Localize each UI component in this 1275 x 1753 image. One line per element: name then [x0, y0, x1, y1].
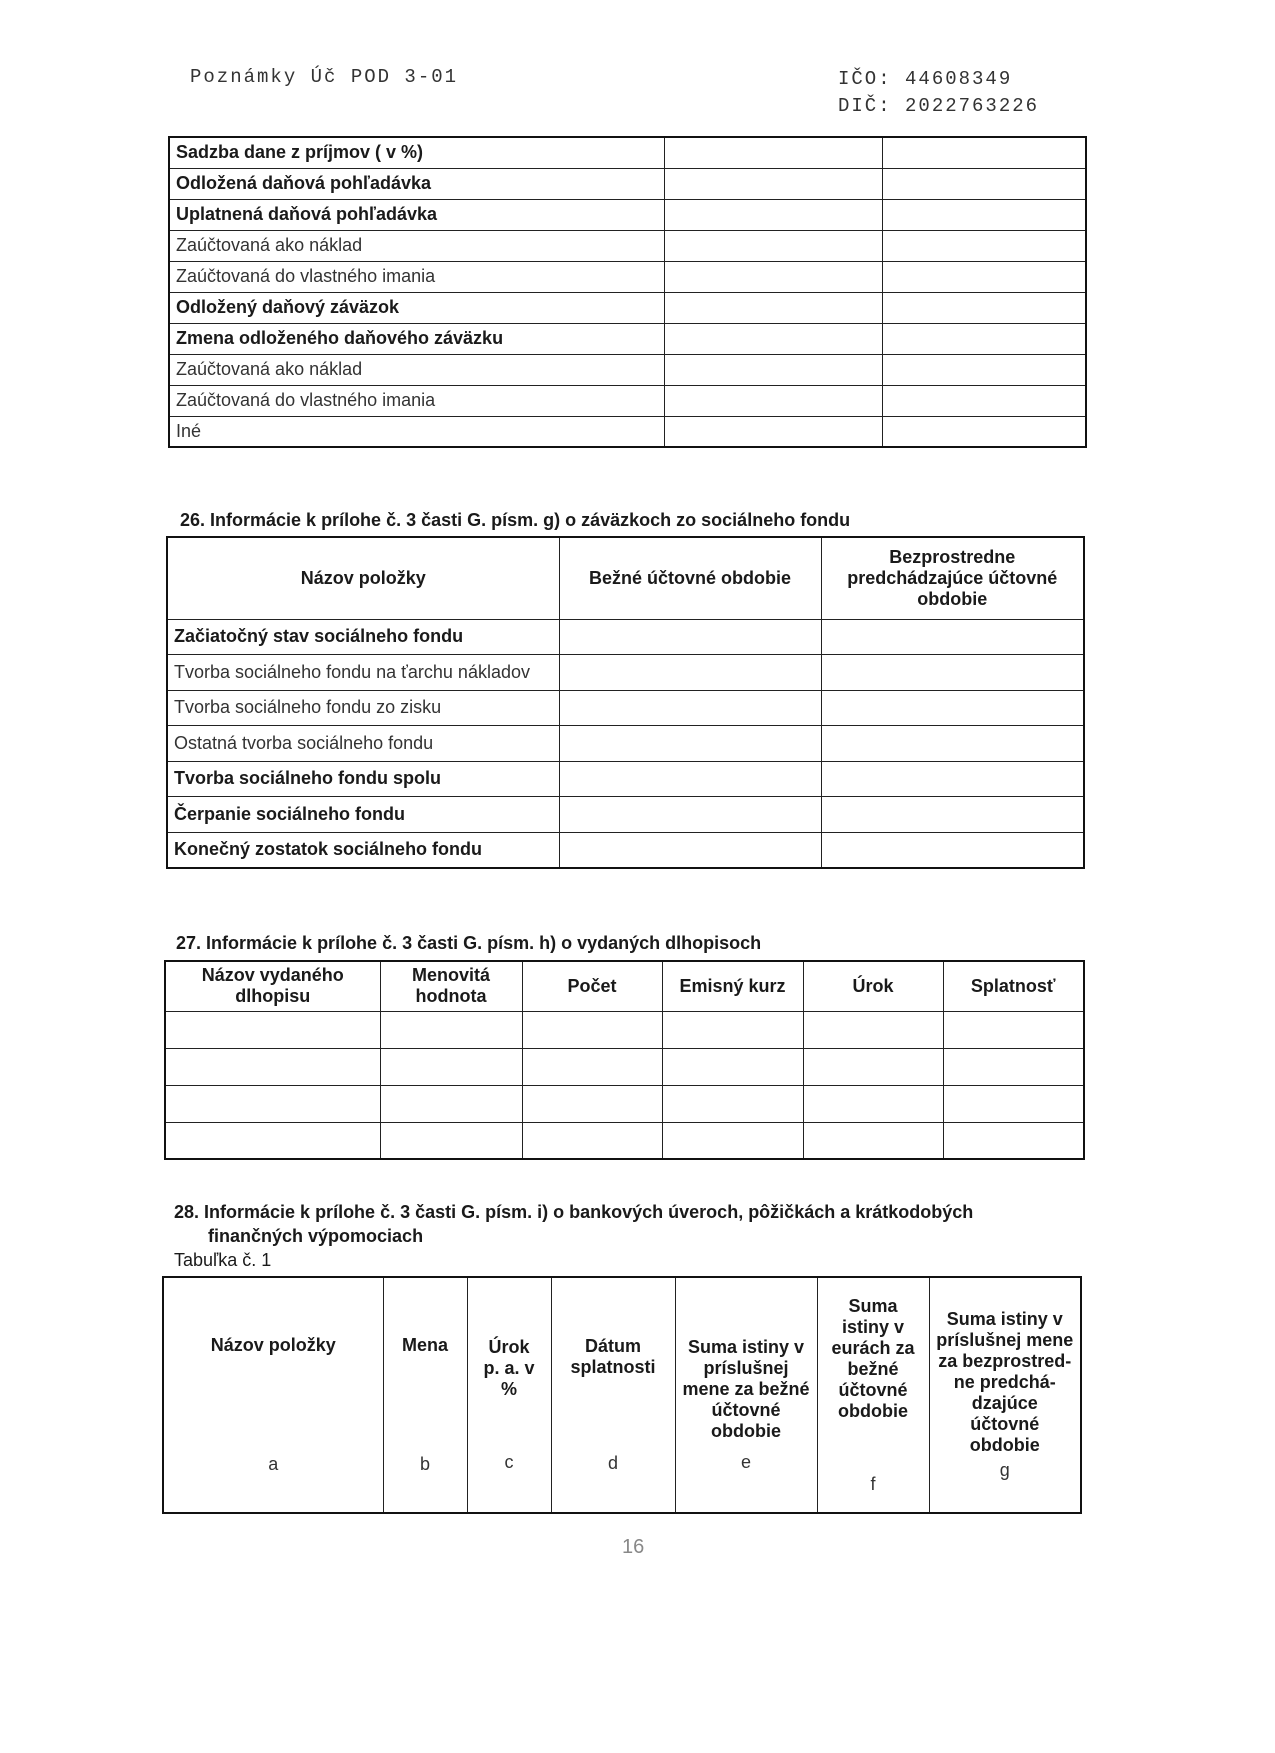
col-letter-c: c: [504, 1452, 514, 1472]
value-cell[interactable]: [943, 1011, 1084, 1048]
header-principal-prev: [929, 1277, 1081, 1513]
value-cell[interactable]: [882, 168, 1086, 199]
value-cell[interactable]: [803, 1122, 943, 1159]
value-cell[interactable]: [882, 292, 1086, 323]
value-cell[interactable]: [664, 354, 882, 385]
value-cell[interactable]: [522, 1122, 662, 1159]
value-cell[interactable]: [943, 1085, 1084, 1122]
header-count: Počet: [522, 961, 662, 1011]
value-cell[interactable]: [803, 1085, 943, 1122]
table-row: [167, 655, 1084, 691]
table-row: [165, 1085, 1084, 1122]
value-cell[interactable]: [664, 323, 882, 354]
header-principal-local: [675, 1277, 817, 1513]
col-letter-g: g: [999, 1460, 1010, 1480]
table-row: [169, 416, 1086, 447]
header-currency: [383, 1277, 467, 1513]
col-letter-a: a: [268, 1454, 279, 1474]
value-cell[interactable]: [943, 1122, 1084, 1159]
section-28-title-line2: finančných výpomociach: [208, 1226, 424, 1246]
table-row: [169, 261, 1086, 292]
page-number: 16: [622, 1536, 645, 1558]
section-28-title-line1: 28. Informácie k prílohe č. 3 časti G. písm. i) o bankových úveroch, pôžičkách a krátkodobých: [174, 1202, 974, 1222]
dic-number: DIČ: 2022763226: [838, 95, 1040, 117]
row-label: Uplatnená daňová pohľadávka: [169, 199, 664, 230]
table-row: [169, 199, 1086, 230]
table-row: [169, 385, 1086, 416]
table-row: [167, 619, 1084, 655]
value-cell[interactable]: [943, 1048, 1084, 1085]
header-item-name: Názov položky: [167, 537, 559, 619]
value-cell[interactable]: [821, 761, 1084, 797]
table-row: [165, 1048, 1084, 1085]
col-letter-b: b: [419, 1454, 430, 1474]
value-cell[interactable]: [165, 1085, 380, 1122]
value-cell[interactable]: [380, 1085, 522, 1122]
value-cell[interactable]: [882, 230, 1086, 261]
social-fund-table: [166, 536, 1085, 869]
value-cell[interactable]: [664, 137, 882, 168]
header-principal-eur: [817, 1277, 929, 1513]
header-due-date: [551, 1277, 675, 1513]
header-bond-name: Názov vydaného dlhopisu: [165, 961, 380, 1011]
company-ids: [838, 66, 1039, 120]
value-cell[interactable]: [662, 1011, 803, 1048]
row-label: Tvorba sociálneho fondu spolu: [167, 761, 559, 797]
value-cell[interactable]: [882, 323, 1086, 354]
value-cell[interactable]: [165, 1122, 380, 1159]
value-cell[interactable]: [882, 385, 1086, 416]
value-cell[interactable]: [559, 619, 821, 655]
value-cell[interactable]: [380, 1122, 522, 1159]
value-cell[interactable]: [559, 655, 821, 691]
table-row: [167, 832, 1084, 868]
row-label: Začiatočný stav sociálneho fondu: [167, 619, 559, 655]
value-cell[interactable]: [559, 832, 821, 868]
value-cell[interactable]: [664, 385, 882, 416]
header-current-period: Bežné účtovné obdobie: [559, 537, 821, 619]
row-label: Odložená daňová pohľadávka: [169, 168, 664, 199]
value-cell[interactable]: [662, 1085, 803, 1122]
header-currency-label: Mena: [401, 1335, 448, 1355]
section-27-title: 27. Informácie k prílohe č. 3 časti G. písm. h) o vydaných dlhopisoch: [176, 933, 762, 953]
value-cell[interactable]: [664, 416, 882, 447]
header-principal-eur-label: Suma istiny v eurách za bežné účtovné obdobie: [831, 1295, 915, 1421]
value-cell[interactable]: [559, 797, 821, 833]
header-principal-prev-label: Suma istiny v príslušnej mene za bezprostred-ne predchá-dzajúce účtovné obdobie: [936, 1309, 1074, 1455]
header-interest: Úrok: [803, 961, 943, 1011]
col-letter-f: f: [870, 1473, 876, 1494]
section-26-title: 26. Informácie k prílohe č. 3 časti G. písm. g) o záväzkoch zo sociálneho fondu: [180, 510, 851, 530]
value-cell[interactable]: [664, 261, 882, 292]
value-cell[interactable]: [821, 690, 1084, 726]
table-row: [169, 354, 1086, 385]
value-cell[interactable]: [821, 797, 1084, 833]
value-cell[interactable]: [522, 1011, 662, 1048]
header-nominal-value: Menovitá hodnota: [380, 961, 522, 1011]
row-label: Iné: [169, 416, 664, 447]
table-row: [169, 137, 1086, 168]
row-label: Zmena odloženého daňového záväzku: [169, 323, 664, 354]
value-cell[interactable]: [821, 619, 1084, 655]
value-cell[interactable]: [821, 655, 1084, 691]
value-cell[interactable]: [165, 1011, 380, 1048]
value-cell[interactable]: [662, 1048, 803, 1085]
table-row: [169, 168, 1086, 199]
value-cell[interactable]: [882, 261, 1086, 292]
value-cell[interactable]: [522, 1048, 662, 1085]
bonds-table: [164, 960, 1085, 1160]
header-loan-item: [163, 1277, 383, 1513]
row-label: Zaúčtovaná ako náklad: [169, 230, 664, 261]
table-row: [169, 292, 1086, 323]
ico-number: IČO: 44608349: [838, 68, 1013, 90]
table-row: [167, 726, 1084, 762]
row-label: Zaúčtovaná ako náklad: [169, 354, 664, 385]
value-cell[interactable]: [882, 416, 1086, 447]
table-label: Tabuľka č. 1: [174, 1250, 272, 1270]
value-cell[interactable]: [803, 1011, 943, 1048]
value-cell[interactable]: [559, 690, 821, 726]
col-letter-d: d: [607, 1453, 618, 1473]
table-row: [165, 1122, 1084, 1159]
table-row: [167, 797, 1084, 833]
header-issue-rate: Emisný kurz: [662, 961, 803, 1011]
value-cell[interactable]: [821, 726, 1084, 762]
table-row: [169, 230, 1086, 261]
value-cell[interactable]: [522, 1085, 662, 1122]
value-cell[interactable]: [380, 1011, 522, 1048]
row-label: Sadzba dane z príjmov ( v %): [169, 137, 664, 168]
header-maturity: Splatnosť: [943, 961, 1084, 1011]
header-previous-period: Bezprostredne predchádzajúce účtovné obdobie: [821, 537, 1084, 619]
row-label: Zaúčtovaná do vlastného imania: [169, 385, 664, 416]
header-interest-rate-label: Úrok p. a. v %: [483, 1337, 535, 1399]
loans-table: [162, 1276, 1082, 1514]
header-interest-rate: [467, 1277, 551, 1513]
header-principal-local-label: Suma istiny v príslušnej mene za bežné účtovné obdobie: [682, 1337, 810, 1441]
row-label: Čerpanie sociálneho fondu: [167, 797, 559, 833]
value-cell[interactable]: [882, 137, 1086, 168]
row-label: Ostatná tvorba sociálneho fondu: [167, 726, 559, 762]
value-cell[interactable]: [662, 1122, 803, 1159]
value-cell[interactable]: [559, 761, 821, 797]
value-cell[interactable]: [821, 832, 1084, 868]
col-letter-e: e: [740, 1452, 751, 1472]
value-cell[interactable]: [664, 230, 882, 261]
value-cell[interactable]: [664, 292, 882, 323]
row-label: Odložený daňový záväzok: [169, 292, 664, 323]
value-cell[interactable]: [882, 199, 1086, 230]
table-row: [169, 323, 1086, 354]
value-cell[interactable]: [803, 1048, 943, 1085]
row-label: Zaúčtovaná do vlastného imania: [169, 261, 664, 292]
table-row: [165, 1011, 1084, 1048]
table-row: [167, 690, 1084, 726]
deferred-tax-table: [168, 136, 1087, 448]
value-cell[interactable]: [559, 726, 821, 762]
value-cell[interactable]: [664, 168, 882, 199]
row-label: Tvorba sociálneho fondu zo zisku: [167, 690, 559, 726]
document-code: Poznámky Úč POD 3-01: [190, 66, 459, 88]
row-label: Tvorba sociálneho fondu na ťarchu nákladov: [167, 655, 559, 691]
value-cell[interactable]: [165, 1048, 380, 1085]
header-due-date-label: Dátum splatnosti: [570, 1336, 656, 1377]
value-cell[interactable]: [380, 1048, 522, 1085]
table-row: [167, 761, 1084, 797]
row-label: Konečný zostatok sociálneho fondu: [167, 832, 559, 868]
value-cell[interactable]: [882, 354, 1086, 385]
value-cell[interactable]: [664, 199, 882, 230]
header-loan-item-label: Názov položky: [210, 1335, 336, 1355]
